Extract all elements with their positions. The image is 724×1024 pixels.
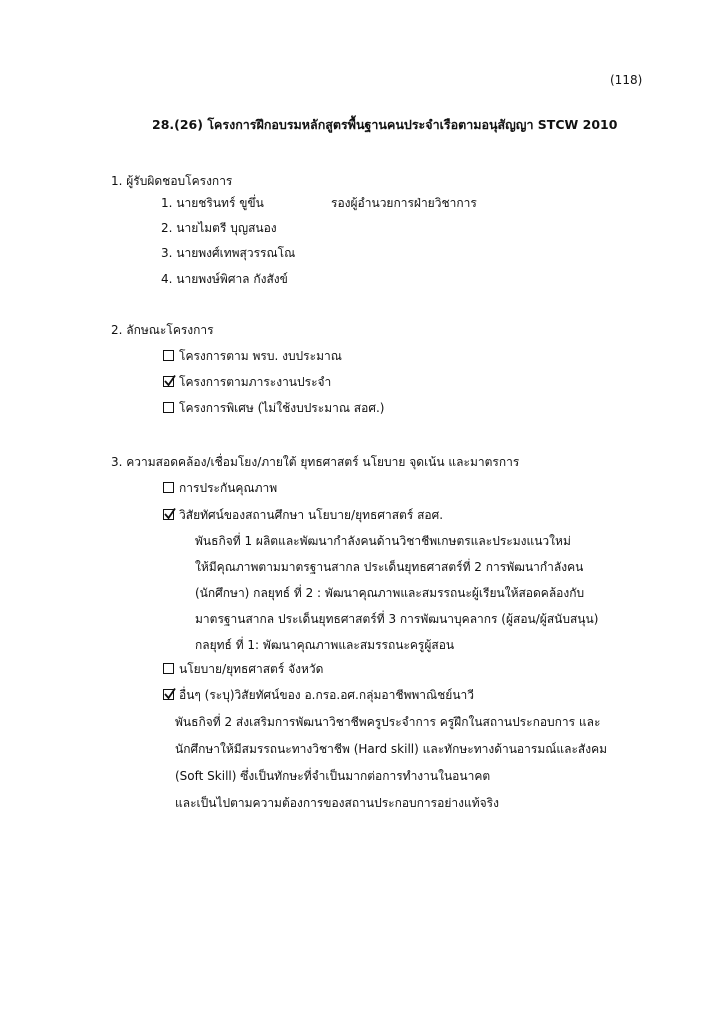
- vision-line-4: มาตรฐานสากล ประเด็นยุทธศาสตร์ที่ 3 การพัฒนาบุคลากร (ผู้สอน/ผู้สนับสนุน): [195, 612, 599, 626]
- option-budget-act[interactable]: โครงการตาม พรบ. งบประมาณ: [163, 348, 342, 364]
- checkbox-checked-icon[interactable]: [163, 509, 174, 520]
- other-line-4: และเป็นไปตามความต้องการของสถานประกอบการอย่างแท้จริง: [175, 796, 499, 810]
- checkbox-unchecked-icon[interactable]: [163, 402, 174, 413]
- page-number: (118): [610, 73, 643, 87]
- checkbox-checked-icon[interactable]: [163, 689, 174, 700]
- option-other[interactable]: อื่นๆ (ระบุ)วิสัยทัศน์ของ อ.กรอ.อศ.กลุ่มอาชีพพาณิชย์นาวี: [163, 687, 474, 703]
- vision-line-5: กลยุทธ์ ที่ 1: พัฒนาคุณภาพและสมรรถนะครูผู้สอน: [195, 638, 455, 652]
- checkbox-checked-icon[interactable]: [163, 376, 174, 387]
- other-line-3: (Soft Skill) ซึ่งเป็นทักษะที่จำเป็นมากต่อการทำงานในอนาคต: [175, 769, 491, 783]
- checkbox-unchecked-icon[interactable]: [163, 482, 174, 493]
- person-2-name: 2. นายไมตรี บุญสนอง: [161, 221, 277, 235]
- other-line-1: พันธกิจที่ 2 ส่งเสริมการพัฒนาวิชาชีพครูประจำการ ครูฝึกในสถานประกอบการ และ: [175, 715, 601, 729]
- section1-heading: 1. ผู้รับผิดชอบโครงการ: [111, 174, 233, 188]
- vision-line-3: (นักศึกษา) กลยุทธ์ ที่ 2 : พัฒนาคุณภาพและสมรรถนะผู้เรียนให้สอดคล้องกับ: [195, 586, 585, 600]
- vision-line-2: ให้มีคุณภาพตามมาตรฐานสากล ประเด็นยุทธศาสตร์ที่ 2 การพัฒนากำลังคน: [195, 560, 584, 574]
- checkbox-unchecked-icon[interactable]: [163, 663, 174, 674]
- option-special-project[interactable]: โครงการพิเศษ (ไม่ใช้งบประมาณ สอศ.): [163, 400, 384, 416]
- person-4-name: 4. นายพงษ์พิศาล กังสังข์: [161, 272, 288, 286]
- document-title: 28.(26) โครงการฝึกอบรมหลักสูตรพื้นฐานคนประจำเรือตามอนุสัญญา STCW 2010: [152, 117, 618, 132]
- option-province-policy[interactable]: นโยบาย/ยุทธศาสตร์ จังหวัด: [163, 661, 323, 677]
- checkbox-unchecked-icon[interactable]: [163, 350, 174, 361]
- option-quality-assurance[interactable]: การประกันคุณภาพ: [163, 480, 277, 496]
- person-1-role: รองผู้อำนวยการฝ่ายวิชาการ: [331, 196, 477, 210]
- option-institution-vision[interactable]: วิสัยทัศน์ของสถานศึกษา นโยบาย/ยุทธศาสตร์ สอศ.: [163, 507, 443, 523]
- other-line-2: นักศึกษาให้มีสมรรถนะทางวิชาชีพ (Hard skill) และทักษะทางด้านอารมณ์และสังคม: [175, 742, 608, 756]
- option-routine-work[interactable]: โครงการตามภาระงานประจำ: [163, 374, 331, 390]
- vision-line-1: พันธกิจที่ 1 ผลิตและพัฒนากำลังคนด้านวิชาชีพเกษตรและประมงแนวใหม่: [195, 534, 571, 548]
- section3-heading: 3. ความสอดคล้อง/เชื่อมโยง/ภายใต้ ยุทธศาสตร์ นโยบาย จุดเน้น และมาตรการ: [111, 455, 520, 469]
- section2-heading: 2. ลักษณะโครงการ: [111, 323, 214, 337]
- person-3-name: 3. นายพงศ์เทพสุวรรณโณ: [161, 246, 296, 260]
- person-1-name: 1. นายชรินทร์ ขูขึ่น: [161, 196, 264, 210]
